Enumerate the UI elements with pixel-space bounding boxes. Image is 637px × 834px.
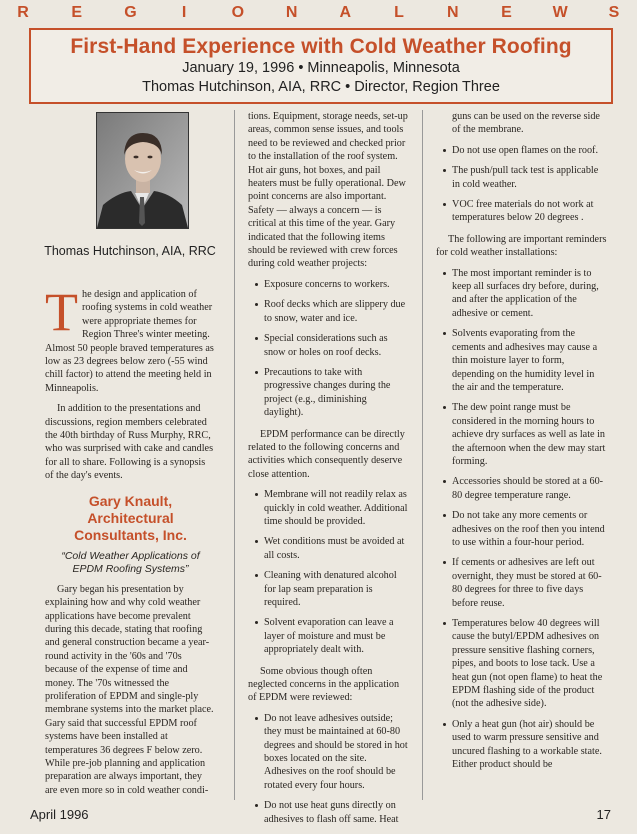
column-1: [45, 282, 216, 804]
section-banner: [0, 0, 637, 26]
presentation-title: “Cold Weather Applications of EPDM Roofing Systems”: [61, 549, 200, 575]
banner-letter: E: [501, 4, 512, 21]
article-header: [29, 28, 613, 104]
list-item: Do not use open flames on the roof.: [436, 144, 608, 157]
author-photo: [96, 112, 189, 229]
bullet-list: [248, 278, 408, 420]
column-3: [436, 110, 608, 779]
bullet-list: [248, 488, 408, 656]
drop-cap: T: [45, 282, 78, 342]
article-title: First-Hand Experience with Cold Weather Roofing: [70, 35, 572, 58]
list-item: The most important reminder is to keep all surfaces dry before, during, and after the application of the adhesive or cement.: [436, 267, 608, 321]
list-item: Roof decks which are slippery due to snow, water and ice.: [248, 298, 408, 325]
paragraph: Gary began his presentation by explaining how and why cold weather applications have become prevalent during this decade, stating that roofing and general construction became a year-round activity in the '60s and '70s because of the expense of time and money. The '70s witnessed the proliferation of EPDM and single-ply membrane systems into the market place. Gary said that successful EPDM roof systems have been installed at temperatures 36 degrees F below zero. While pre-job planning and application preparation are always important, they are even more so in cold weather condi-: [45, 583, 214, 796]
paragraph: guns can be used on the reverse side of the membrane.: [452, 111, 600, 136]
banner-letter: R: [17, 4, 29, 21]
intro-paragraph: The design and application of roofing systems in cold weather were appropriate themes for Region Three's winter meeting. Almost 50 people braved temperatures as low as 23 degrees below zero (-55 wind chill factor) to attend the meeting held in Minneapolis.: [45, 282, 214, 394]
list-item: If cements or adhesives are left out overnight, they must be stored at 60-80 degrees for three to five days before reuse.: [436, 556, 608, 610]
bullet-list: [436, 144, 608, 225]
banner-letter: N: [285, 4, 298, 21]
banner-letter: W: [552, 4, 568, 21]
list-item: Special considerations such as snow or holes on roof decks.: [248, 332, 408, 359]
column-2: [248, 110, 408, 834]
list-item: VOC free materials do not work at temperatures below 20 degrees .: [436, 198, 608, 225]
banner-letter: A: [339, 4, 352, 21]
list-item: Precautions to take with progressive changes during the project (e.g., diminishing daylight).: [248, 366, 408, 420]
list-item: The dew point range must be considered in the morning hours to achieve dry surfaces as well as late in the afternoon when the dew may start forming.: [436, 401, 608, 468]
list-item: Do not leave adhesives outside; they must be maintained at 60-80 degrees and should be stored in hot boxes located on the site. Adhesives on the roof should be rotated every four hours.: [248, 712, 408, 792]
bullet-list: [436, 267, 608, 772]
issue-date: April 1996: [30, 807, 89, 822]
portrait-image: [97, 113, 188, 228]
banner-letter: N: [446, 4, 459, 21]
list-item: Only a heat gun (hot air) should be used to warm pressure sensitive and uncured flashing to a workable state. Either product should be: [436, 718, 608, 772]
banner-letter: I: [181, 4, 187, 21]
bullet-list: [248, 712, 408, 826]
paragraph: The following are important reminders for cold weather installations:: [436, 233, 607, 259]
list-item: Accessories should be stored at a 60-80 degree temperature range.: [436, 475, 608, 502]
column-divider: [422, 110, 423, 800]
list-item: Solvent evaporation can leave a layer of moisture and must be appropriately dealt with.: [248, 616, 408, 656]
list-item: Do not take any more cements or adhesives on the roof then you intend to use within a four-hour period.: [436, 509, 608, 549]
article-dateline: January 19, 1996 • Minneapolis, Minnesota: [182, 60, 460, 76]
banner-letter: G: [124, 4, 137, 21]
list-item: Membrane will not readily relax as quickly in cold weather. Additional time should be provided.: [248, 488, 408, 528]
photo-caption: Thomas Hutchinson, AIA, RRC: [44, 244, 216, 258]
list-item: Do not use heat guns directly on adhesives to flash off same. Heat: [248, 799, 408, 826]
list-item: Wet conditions must be avoided at all costs.: [248, 535, 408, 562]
list-item: Solvents evaporating from the cements and adhesives may cause a thin moisture layer to form, depending on the humidity level in the air and the temperature.: [436, 327, 608, 394]
banner-letter: L: [394, 4, 404, 21]
speaker-heading: Gary Knault, Architectural Consultants, Inc.: [74, 492, 187, 543]
list-item: The push/pull tack test is applicable in cold weather.: [436, 164, 608, 191]
paragraph: EPDM performance can be directly related to the following concerns and activities which consequently deserve close attention.: [248, 428, 405, 480]
page-number: 17: [596, 807, 611, 822]
article-byline: Thomas Hutchinson, AIA, RRC • Director, Region Three: [142, 79, 500, 95]
paragraph: In addition to the presentations and discussions, region members celebrated the 40th birthday of Russ Murphy, RRC, who was surprised with cake and candles for all to share. Following is a synopsis of the day's events.: [45, 403, 214, 482]
banner-letter: S: [608, 4, 620, 21]
list-item: Temperatures below 40 degrees will cause the butyl/EPDM adhesives on pressure sensitive flashing corners, pipes, and boots to lose tack. Use a heat gun (not open flame) to heat the EPDM flashing side of the product (not the adhesive side).: [436, 617, 608, 711]
paragraph: Some obvious though often neglected concerns in the application of EPDM were reviewed:: [248, 665, 400, 704]
banner-letter: E: [71, 4, 83, 21]
list-item: Cleaning with denatured alcohol for lap seam preparation is required.: [248, 569, 408, 609]
paragraph: tions. Equipment, storage needs, set-up areas, common sense issues, and tools need to be reviewed and checked prior to the installation of the roof system. Hot air guns, hot boxes, and pail heaters must be fully operational. Dew point concerns are also important. Safety — always a concern — is critical at this time of the year. Gary indicated that the following items should be reviewed with crew forces during cold weather projects:: [248, 111, 408, 270]
column-divider: [234, 110, 235, 800]
list-item: Exposure concerns to workers.: [248, 278, 408, 291]
banner-letter: O: [231, 4, 245, 21]
